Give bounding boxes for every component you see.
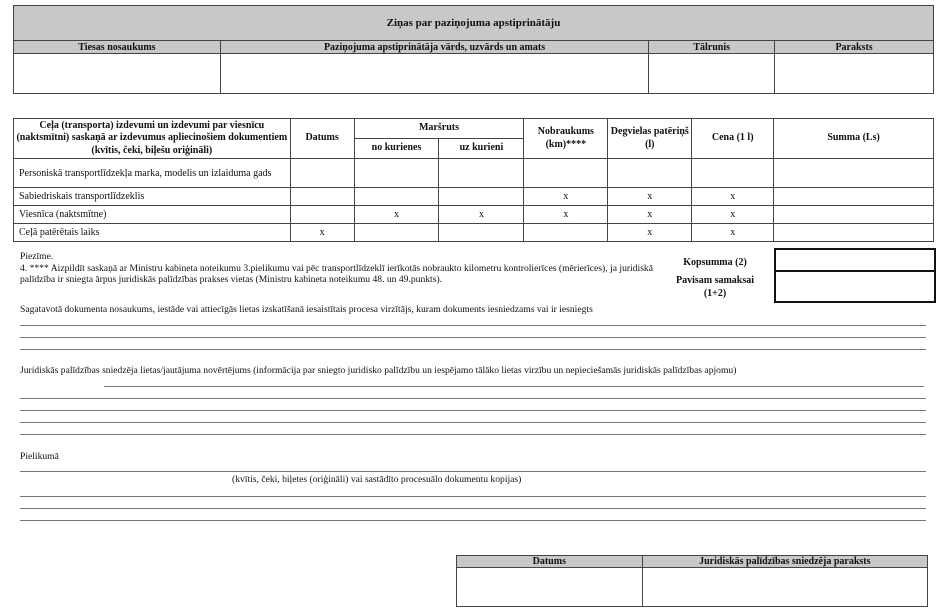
header-sum: Summa (Ls) [774, 119, 934, 159]
cell-from: x [354, 206, 439, 224]
signature-table [456, 555, 928, 607]
row-label: Viesnīca (naktsmītne) [14, 206, 291, 224]
cell-mileage: x [524, 188, 608, 206]
column-confirmer-name: Paziņojuma apstiprinātāja vārds, uzvārds un amats [220, 41, 648, 54]
cell-from[interactable] [354, 224, 439, 242]
signature-date-header: Datums [457, 556, 643, 568]
cell-mileage: x [524, 206, 608, 224]
header-description: Ceļa (transporta) izdevumi un izdevumi par viesnīcu (naktsmītni) saskaņā ar izdevumus apliecinošiem dokumentiem (kvītis, čeki, biļešu oriģināli) [14, 119, 291, 159]
assessment-line-2[interactable] [20, 398, 926, 399]
row-label: Ceļā patērētais laiks [14, 224, 291, 242]
attachment-line-3[interactable] [20, 508, 926, 509]
grand-total-label: Pavisam samaksai (1+2) [675, 275, 755, 299]
assessment-line-3[interactable] [20, 410, 926, 411]
header-date: Datums [290, 119, 354, 159]
header-fuel: Degvielas patēriņš (l) [608, 119, 692, 159]
cell-price: x [692, 188, 774, 206]
cell-sum[interactable] [774, 188, 934, 206]
note-text: 4. **** Aizpildīt saskaņā ar Ministru kabineta noteikumu 3.pielikumu vai pēc transportlīdzeklī ierīkotās nobraukto kilometru kontrolierīces (mērierīces), ja juridiskā palīdzība ir sniegta ārpus juridiskās palīdzības prakses vietas (Ministru kabineta noteikumu 48. un 49.punkts). [20, 263, 653, 285]
cell-date: x [290, 224, 354, 242]
phone-field[interactable] [649, 54, 775, 94]
provider-signature-field[interactable] [642, 568, 927, 607]
cell-sum[interactable] [774, 159, 934, 188]
cell-from[interactable] [354, 188, 439, 206]
attachment-hint: (kvītis, čeki, biļetes (oriģināli) vai sastādīto procesuālo dokumentu kopijas) [232, 474, 522, 485]
cell-price: x [692, 224, 774, 242]
row-label: Personiskā transportlīdzekļa marka, modelis un izlaiduma gads [14, 159, 291, 188]
cell-fuel: x [608, 224, 692, 242]
assessment-line-5[interactable] [20, 434, 926, 435]
header-route: Maršruts [354, 119, 524, 139]
cell-date[interactable] [290, 206, 354, 224]
table-row [14, 206, 934, 224]
cell-fuel: x [608, 206, 692, 224]
cell-date[interactable] [290, 188, 354, 206]
document-name-line-3[interactable] [20, 349, 926, 350]
header-route-from: no kurienes [354, 139, 439, 159]
column-phone: Tālrunis [649, 41, 775, 54]
attachment-line-4[interactable] [20, 520, 926, 521]
header-mileage: Nobraukums (km)**** [524, 119, 608, 159]
cell-date[interactable] [290, 159, 354, 188]
cell-to[interactable] [439, 188, 524, 206]
court-name-field[interactable] [14, 54, 221, 94]
attachment-line-2[interactable] [20, 496, 926, 497]
cell-price: x [692, 206, 774, 224]
cell-sum[interactable] [774, 206, 934, 224]
signature-field[interactable] [775, 54, 934, 94]
attachment-line-1[interactable] [20, 471, 926, 472]
column-court-name: Tiesas nosaukums [14, 41, 221, 54]
confirmer-section-title: Ziņas par paziņojuma apstiprinātāju [14, 6, 934, 41]
cell-to: x [439, 206, 524, 224]
document-name-line-1[interactable] [20, 325, 926, 326]
table-row [14, 159, 934, 188]
assessment-label: Juridiskās palīdzības sniedzēja lietas/jautājuma novērtējums (informācija par sniegto juridisko palīdzību un iespējamo tālāko lietas virzību un nepieciešamās juridiskās palīdzības apjomu) [20, 365, 737, 376]
travel-expenses-table [13, 118, 934, 242]
cell-mileage[interactable] [524, 159, 608, 188]
signature-header: Juridiskās palīdzības sniedzēja paraksts [642, 556, 927, 568]
table-row [14, 188, 934, 206]
document-name-label: Sagatavotā dokumenta nosaukums, iestāde vai attiecīgās lietas izskatīšanā iesaistītais procesa virzītājs, kuram dokuments iesniedzams vai ir iesniegts [20, 304, 593, 315]
grand-total-field[interactable] [774, 270, 936, 303]
cell-to[interactable] [439, 159, 524, 188]
column-signature: Paraksts [775, 41, 934, 54]
attachment-label: Pielikumā [20, 451, 59, 462]
cell-mileage[interactable] [524, 224, 608, 242]
cell-from[interactable] [354, 159, 439, 188]
confirmer-name-field[interactable] [220, 54, 648, 94]
cell-fuel: x [608, 188, 692, 206]
assessment-line-1[interactable] [104, 386, 924, 387]
signature-date-field[interactable] [457, 568, 643, 607]
assessment-line-4[interactable] [20, 422, 926, 423]
cell-to[interactable] [439, 224, 524, 242]
cell-fuel[interactable] [608, 159, 692, 188]
cell-sum[interactable] [774, 224, 934, 242]
note-heading: Piezīme. [20, 251, 54, 262]
header-route-to: uz kurieni [439, 139, 524, 159]
table-row [14, 224, 934, 242]
document-name-line-2[interactable] [20, 337, 926, 338]
header-price: Cena (1 l) [692, 119, 774, 159]
row-label: Sabiedriskais transportlīdzeklis [14, 188, 291, 206]
cell-price[interactable] [692, 159, 774, 188]
subtotal-label: Kopsumma (2) [683, 257, 747, 268]
confirmer-info-table [13, 5, 934, 94]
